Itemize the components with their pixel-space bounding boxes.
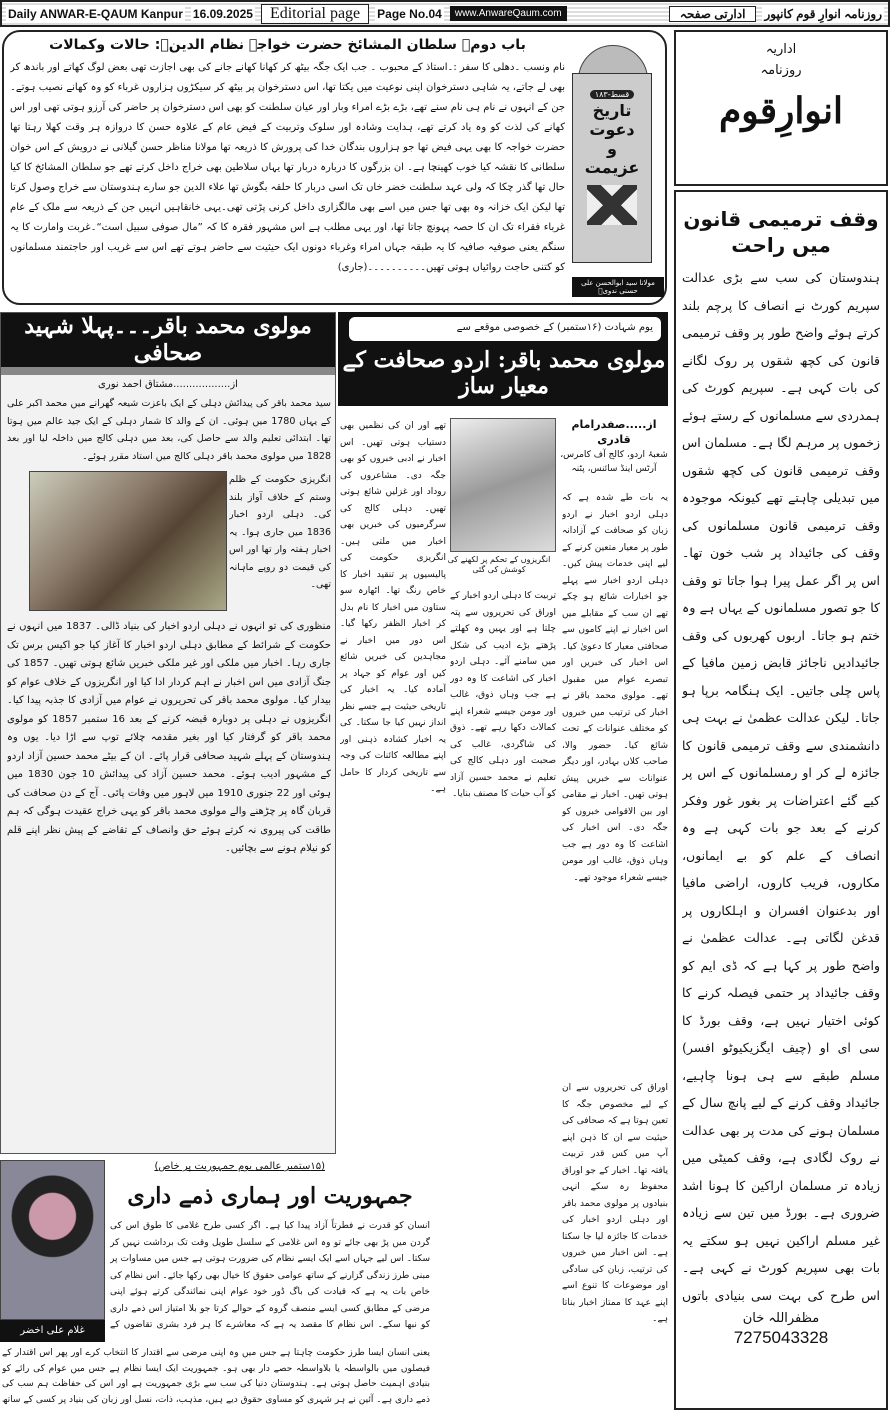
masthead-label: اداریہ xyxy=(765,42,797,57)
masthead xyxy=(674,30,888,186)
series-emblem xyxy=(572,45,664,300)
editorial-column xyxy=(674,190,888,1410)
masthead-logo: انوارِقوم xyxy=(718,90,844,132)
masthead-label: روزنامہ xyxy=(760,63,802,78)
editorial-author: مظفراللہ خان xyxy=(742,1311,820,1326)
article-headline-box xyxy=(338,312,668,406)
article-body: منظوری کی تو انہوں نے دہلی اردو اخبار کی بنیاد ڈالی۔ 1837 میں انہوں نے حکومت کے شرائط کے مطابق دہلی اردو اخبار کا آغاز کیا جو اکیس برس تک جاری رہا۔ اخبار میں ملکی اور غیر ملکی خبریں شائع ہوتی تھیں۔ 1857 کی جنگ آزادی میں اس اخبار نے اہم کردار ادا کیا اور انگریزوں کے خلاف عوام کو بیدار کیا۔ مولوی محمد باقر کی تحریروں نے عوام میں آزادی کا جذبہ پیدا کیا۔ انگریزوں نے دہلی پر دوبارہ قبضہ کرنے کے بعد 16 ستمبر 1857 کو مولوی محمد باقر کو گرفتار کیا اور بغیر مقدمہ چلائے توپ سے اڑا دیا۔ یوں وہ ہندوستان کے پہلے شہید صحافی قرار پائے۔ ان کے بیٹے محمد حسین آزاد اردو کے مشہور ادیب ہوئے۔ محمد حسین آزاد کی پیدائش 10 جون 1830 میں ہوئی اور 22 جنوری 1910 میں لاہور میں وفات پائی۔ آج کے دن صحافت کی قربان گاہ پر چڑھنے والے مولوی محمد باقر کو یہی خراج عقیدت ہوگی کہ ہم طاقت کی پیروی نہ کرتے ہوئے حق وانصاف کے تقاضے کے پیش نظر اپنے قلم کو نیلام ہونے سے بچائیں۔ xyxy=(7,621,331,854)
page-header-bar xyxy=(0,0,890,27)
article-side-text: انگریزی حکومت کے ظلم وستم کے خلاف آواز بلند کی۔ دہلی اردو اخبار 1836 میں جاری ہوا۔ یہ اخبار ہفتہ وار تھا اور اس کی قیمت دو روپے ماہانہ تھی۔ xyxy=(229,474,331,590)
author-affiliation: شعبۂ اردو، کالج آف کامرس، آرٹس اینڈ سائنس، پٹنہ xyxy=(560,450,668,474)
series-title-box xyxy=(572,73,652,263)
series-title-line: تاریخ دعوت xyxy=(589,101,635,139)
article-intro: سید محمد باقر کی پیدائش دہلی کے ایک باعزت شیعہ گھرانے میں محمد اکبر علی کے یہاں 1780 میں ہوئی۔ ان کے والد کا شمار دہلی کے ایک جید عالم میں ہوتا تھا۔ ابتدائی تعلیم والد سے حاصل کی، بعد میں دہلی کالج میں داخلہ لیا اور بعد 1828 میں مولوی محمد باقر دہلی کالج میں استاد مقرر ہوئے۔ xyxy=(7,398,331,462)
article-democracy xyxy=(0,1160,432,1410)
editorial-phone: 7275043328 xyxy=(733,1328,829,1347)
article-first-martyr-journalist xyxy=(0,312,336,1154)
author-name: غلام علی اخضر xyxy=(0,1320,105,1342)
article-author-block xyxy=(560,418,668,476)
article-author: از.....صفدرامام قادری xyxy=(571,418,657,446)
article-column: تھے اور ان کی نظمیں بھی دستیاب ہوتی تھیں۔ اس اخبار نے ادبی خبروں کو بھی جگہ دی۔ مشاعروں کی روداد اور غزلیں شائع ہوتی تھیں۔ دہلی کالج کی سرگرمیوں کی خبریں بھی اخبار میں ملتی ہیں۔ انگریزی حکومت کی پالیسیوں پر تنقید اخبار کا خاص رنگ تھا۔ اٹھارہ سو ستاون میں اخبار کا نام بدل کر اخبار الظفر رکھا گیا۔ اس دور میں اخبار نے مجاہدین کی خبریں شائع کیں اور عوام کو جہاد پر آمادہ کیا۔ یہ اخبار کی تاریخی حیثیت ہے جسے نظر انداز نہیں کیا جا سکتا۔ کی یہ اخبار کشادہ ذہنی اور اپنے مطالعہ کائنات کی وجہ سے تاریخی کردار کا حامل ہے۔ xyxy=(340,421,446,794)
article-body: یعنی انسان ایسا طرز حکومت چاہتا ہے جس میں وہ اپنی مرضی سے اقتدار کا انتخاب کرے اور پھر اس اقتدار کے فیصلوں میں بالواسطہ یا بلاواسطہ حصے دار بھی ہو۔ جمہوریت ایک ایسا نظام ہے جس میں عوام کی رائے کو بنیادی اہمیت حاصل ہوتی ہے۔ ہندوستان دنیا کی سب سے بڑی جمہوریت ہے اور اس کی حفاظت ہم سب کی ذمے داری ہے۔ آئین نے ہر شہری کو مساوی حقوق دیے ہیں، مذہب، ذات، نسل اور زبان کی بنیاد پر کسی کے ساتھ xyxy=(2,1348,430,1405)
section-label: Editorial page xyxy=(261,4,369,24)
article-kicker: (۱۵ستمبر عالمی یوم جمہوریت پر خاص) xyxy=(154,1161,325,1172)
section-label-urdu: ادارتی صفحہ xyxy=(669,6,757,22)
article-headline: مولوی محمد باقر۔۔۔پہلا شہید صحافی xyxy=(1,313,335,375)
portrait-sketch xyxy=(450,418,556,552)
issue-date: 16.09.2025 xyxy=(192,6,253,21)
article-illustration xyxy=(29,471,227,611)
article-body: انسان کو قدرت نے فطرتاً آزاد پیدا کیا ہے۔ اگر کسی طرح غلامی کا طوق اس کی گردن میں پڑ بھی جائے تو وہ اس غلامی کے سلسل طویل وقت تک برداشت نہیں کر سکتا۔ اس لیے جہاں اسے ایک ایسے نظام کی ضرورت ہوتی ہے جس میں مساوات پر مبنی طرز زندگی گزارنے کے ساتھ عوامی حقوق کا خیال بھی رکھا جائے۔ اس نظام کی خاص بات یہ ہے کہ قیادت کی باگ ڈور خود عوام اپنی نمائندگی کرتے ہوئے اپنی مرضی کے مطابق کسی ایسے منصف گروہ کے حوالے کرتا جو بلا امتیاز اس ذمے داری کو نبھا سکے۔ اس نظام کا مقصد یہ ہے کہ معاشرے کا ہر فرد بشری تقاضوں کے xyxy=(110,1221,430,1330)
article-kicker: یوم شہادت (۱۶ستمبر) کے خصوصی موقعے سے xyxy=(349,317,661,341)
article-column: تربیت کا دہلی اردو اخبار کے اوراق کی تحریروں سے پتہ چلتا ہے اور یہیں وہ کھلتے پڑھتے بڑے ادیب کی شکل میں سامنے آئے۔ دہلی اردو اخبار کی اشاعت کا وہ دور ہے جب وہاں ذوق، غالب اور مومن جیسے شعراء اپنے کمالات دکھا رہے تھے۔ ذوق کی شاگردی، غالب کی صحبت اور دہلی کالج کی تعلیم نے محمد حسین آزاد کو آب حیات کا مصنف بنایا۔ xyxy=(450,591,556,799)
article-headline: مولوی محمد باقر: اردو صحافت کے معیار ساز xyxy=(342,347,666,399)
editorial-body: ہندوستان کی سب سے بڑی عدالت سپریم کورٹ نے انصاف کا پرچم بلند کرتے ہوئے واضح طور پر وقف ترمیمی قانون کی کچھ شقوں پر روک لگانے کی بات کہی ہے۔ سپریم کورٹ کی ہمدردی سے مسلمانوں کے رستے ہوئے زخموں پر مرہم لگا ہے۔ مسلمان اس وقف ترمیمی قانون کی کچھ شقوں میں تبدیلی چاہتے تھے کیونکہ موجودہ وقف ترمیمی قانون مسلمانوں کی وقف کی جائیداد پر شب خون تھا۔ اس پر اگر عمل پیرا ہوا جاتا تو وقف کا جو تصور مسلمانوں کے یہاں ہے وہ ختم ہو جاتا۔ اربوں کھربوں کی وقف جائیدادیں ناجائز قابض زمین مافیا کے پاس چلی جاتیں۔ ایک ہنگامہ برپا ہو جاتا۔ لیکن عدالت عظمیٰ نے بہت ہی دانشمندی سے وقف ترمیمی قانون کا جائزہ لے کر او رمسلمانوں کے اس پر کیے گئے اعتراضات پر بغور غور وفکر کرنے کے بعد جو بات کہی ہے وہ انصاف کے علم کو بے ایمانوں، مکاروں، فریب کاروں، اراضی مافیا اور بدعنوان افسران و اہلکاروں پر قدغن لگاتی ہے۔ عدالت عظمیٰ نے واضح طور پر کہا ہے کہ ڈی ایم کو وقف جائیداد پر حتمی فیصلہ کرنے کا کوئی اختیار نہیں ہے، وقف بورڈ کا سی ای او (چیف ایگزیکیوٹو افسر) مسلم طبقے سے ہی ہونا چاہیے، جائیداد وقف کرنے کے لیے پانچ سال کے مسلمان ہونے کی مدت پر بھی عدالت نے روک لگادی ہے، وقف کمیٹی میں زیادہ تر مسلمان اراکین کا ہونا اشد ضروری ہے۔ بورڈ میں تین سے زیادہ غیر مسلم اراکین نہیں ہو سکتے یہ بات بھی سپریم کورٹ نے کہی ہے۔ اس طرح کی بہت سی بنیادی باتوں xyxy=(682,270,880,1303)
article-column: یہ بات طے شدہ ہے کہ دہلی اردو اخبار نے اردو زبان کو صحافت کے آزادانہ طور پر معیار متعین کرنے کے لیے اپنی خدمات پیش کیں۔ دہلی اردو اخبار سے پہلے جو اخبارات شائع ہو چکے تھے ان سب کے مقابلے میں اس اخبار نے اپنے کاموں سے صحافتی معیار کا دعویٰ کیا۔ اس اخبار کی خبریں اور تبصرے عوام میں مقبول تھے۔ مولوی محمد باقر نے اخبار کی ترتیب میں خبروں کو مختلف عنوانات کے تحت شائع کیا۔ حضور والا، صاحب کلاں بہادر، اور دیگر عنوانات سے خبریں پیش ہوتی تھیں۔ اخبار نے مقامی اور بین الاقوامی خبروں کو جگہ دی۔ اس اخبار کی اشاعت کا وہ دور ہے جب وہاں ذوق، غالب اور مومن جیسے شعراء موجود تھے۔ xyxy=(562,493,668,883)
series-title-line: عزیمت xyxy=(584,158,640,177)
editorial-title: وقف ترمیمی قانون میں راحت xyxy=(683,207,879,257)
page-number: Page No.04 xyxy=(377,6,442,21)
article-byline: از..................مشتاق احمد نوری xyxy=(98,379,238,390)
episode-badge: قسط-۱۸۳ xyxy=(590,90,634,99)
quran-book-icon xyxy=(587,185,637,225)
article-column: اوراق کی تحریروں سے ان کے لیے مخصوص جگہ کا تعین ہوتا ہے کہ صحافی کی حیثیت سے ان کا ذہن اپنے آپ میں کس قدر تربیت یافتہ تھا۔ اخبار کے جو اوراق محفوظ رہ سکے انہی بنیادوں پر مولوی محمد باقر اور دہلی اردو اخبار کی خدمات کا جائزہ لیا جا سکتا ہے۔ اس اخبار میں خبروں کی ترتیب، زبان کی سادگی اور موضوعات کا تنوع اسے اپنے عہد کا ممتاز اخبار بناتا ہے۔ xyxy=(562,1083,668,1324)
series-author: مولانا سید ابوالحسن علی حسنی ندویؒ xyxy=(572,277,664,297)
website-link[interactable]: www.AnwareQaum.com xyxy=(450,6,567,21)
image-caption: انگریزوں کے تحکم پر لکھنے کی کوشش کی گئی xyxy=(447,555,551,574)
paper-name-latin: Daily ANWAR-E-QAUM Kanpur xyxy=(8,6,183,21)
serial-story-title: باب دوم۔ سلطان المشائخ حضرت خواجہ نظام الدینؒ: حالات وکمالات xyxy=(49,37,526,53)
serial-story-body: نام ونسب ۔دھلی کا سفر :۔استاذ کے محبوب ۔ جب ایک جگہ بیٹھ کر کھانا کھانے جانے کی بھی اجازت تھی بعض لوگ کھاتے اور باندھ کر بھی لے جاتے، یہ شاہی دسترخوان اپنی نوعیت میں یکتا تھا، اس دسترخوان پر بیٹھ کر سیکڑوں ہزاروں غرباء کو وہ کھانے نصیب ہوتے۔جن کے انہوں نے نام ہی نام سنے تھے، بڑے بڑے امراء وبار اور عیان سلطنت کو بھی اس دسترخوان پر حاضر کی آرزو ہوتی تھی اور اس کھانے کی لذت کو وہ یاد کرتے تھے، ہدایت وشادہ اور سلوک وتربیت کے فیض عام کے علاوہ حسن کا دروازہ ہر وقت کھلا رہتا تھا حضرت خواجہ کا بھی یہی فیض تھا جو ہزاروں بندگان خدا کی پرورش کا ذریعہ تھا مولانا مناظر حسن گیلانی نے درویش کے اس خوان سلطانی کا نقشہ کیا خوب کھینچا ہے۔ ان بزرگوں کا دربارہ دربار تھا یہاں سلاطین بھی خراج داخل کرتے تھے جو سلطان المشائخ کا کیا حال تھا گذر چکا کہ ولی عہد سلطنت خضر خاں تک اسی دربار کا حلقہ بگوش تھا علاء الدین جو سارے ہندوستان سے خراج وصول کرتا تھا لیکن ایک خزانہ وہ بھی تھا جس میں اسے بھی مالگزاری داخل کرنی پڑتی تھی۔یہی خانقاہیں انہیں جن کے ذریعہ سے ملک کے عام غرباء فقراء تک ان کا حصہ پہونچ جاتا تھا، اور یہی مطلب ہے اس مشہور فقرہ کا کہ ”مال صوفی سبیل است“۔غربت وامارت کا یہ سنگم یعنی صوفیہ صافیہ کا یہ طبقہ جہاں امراء وغرباء دونوں ایک حیثیت سے حاضر ہوتے تھے اس سے غریب اور حاجتمند مسلمانوں کو کتنی حاجت روائیاں ہوتی تھیں۔۔۔۔۔۔۔۔۔۔(جاری) xyxy=(10,62,565,273)
article-headline: جمہوریت اور ہماری ذمے داری xyxy=(127,1183,413,1209)
paper-name-urdu: روزنامہ انوارِ قوم کانپور xyxy=(764,6,882,21)
author-photo xyxy=(0,1160,105,1320)
series-title-line: و xyxy=(607,139,617,158)
